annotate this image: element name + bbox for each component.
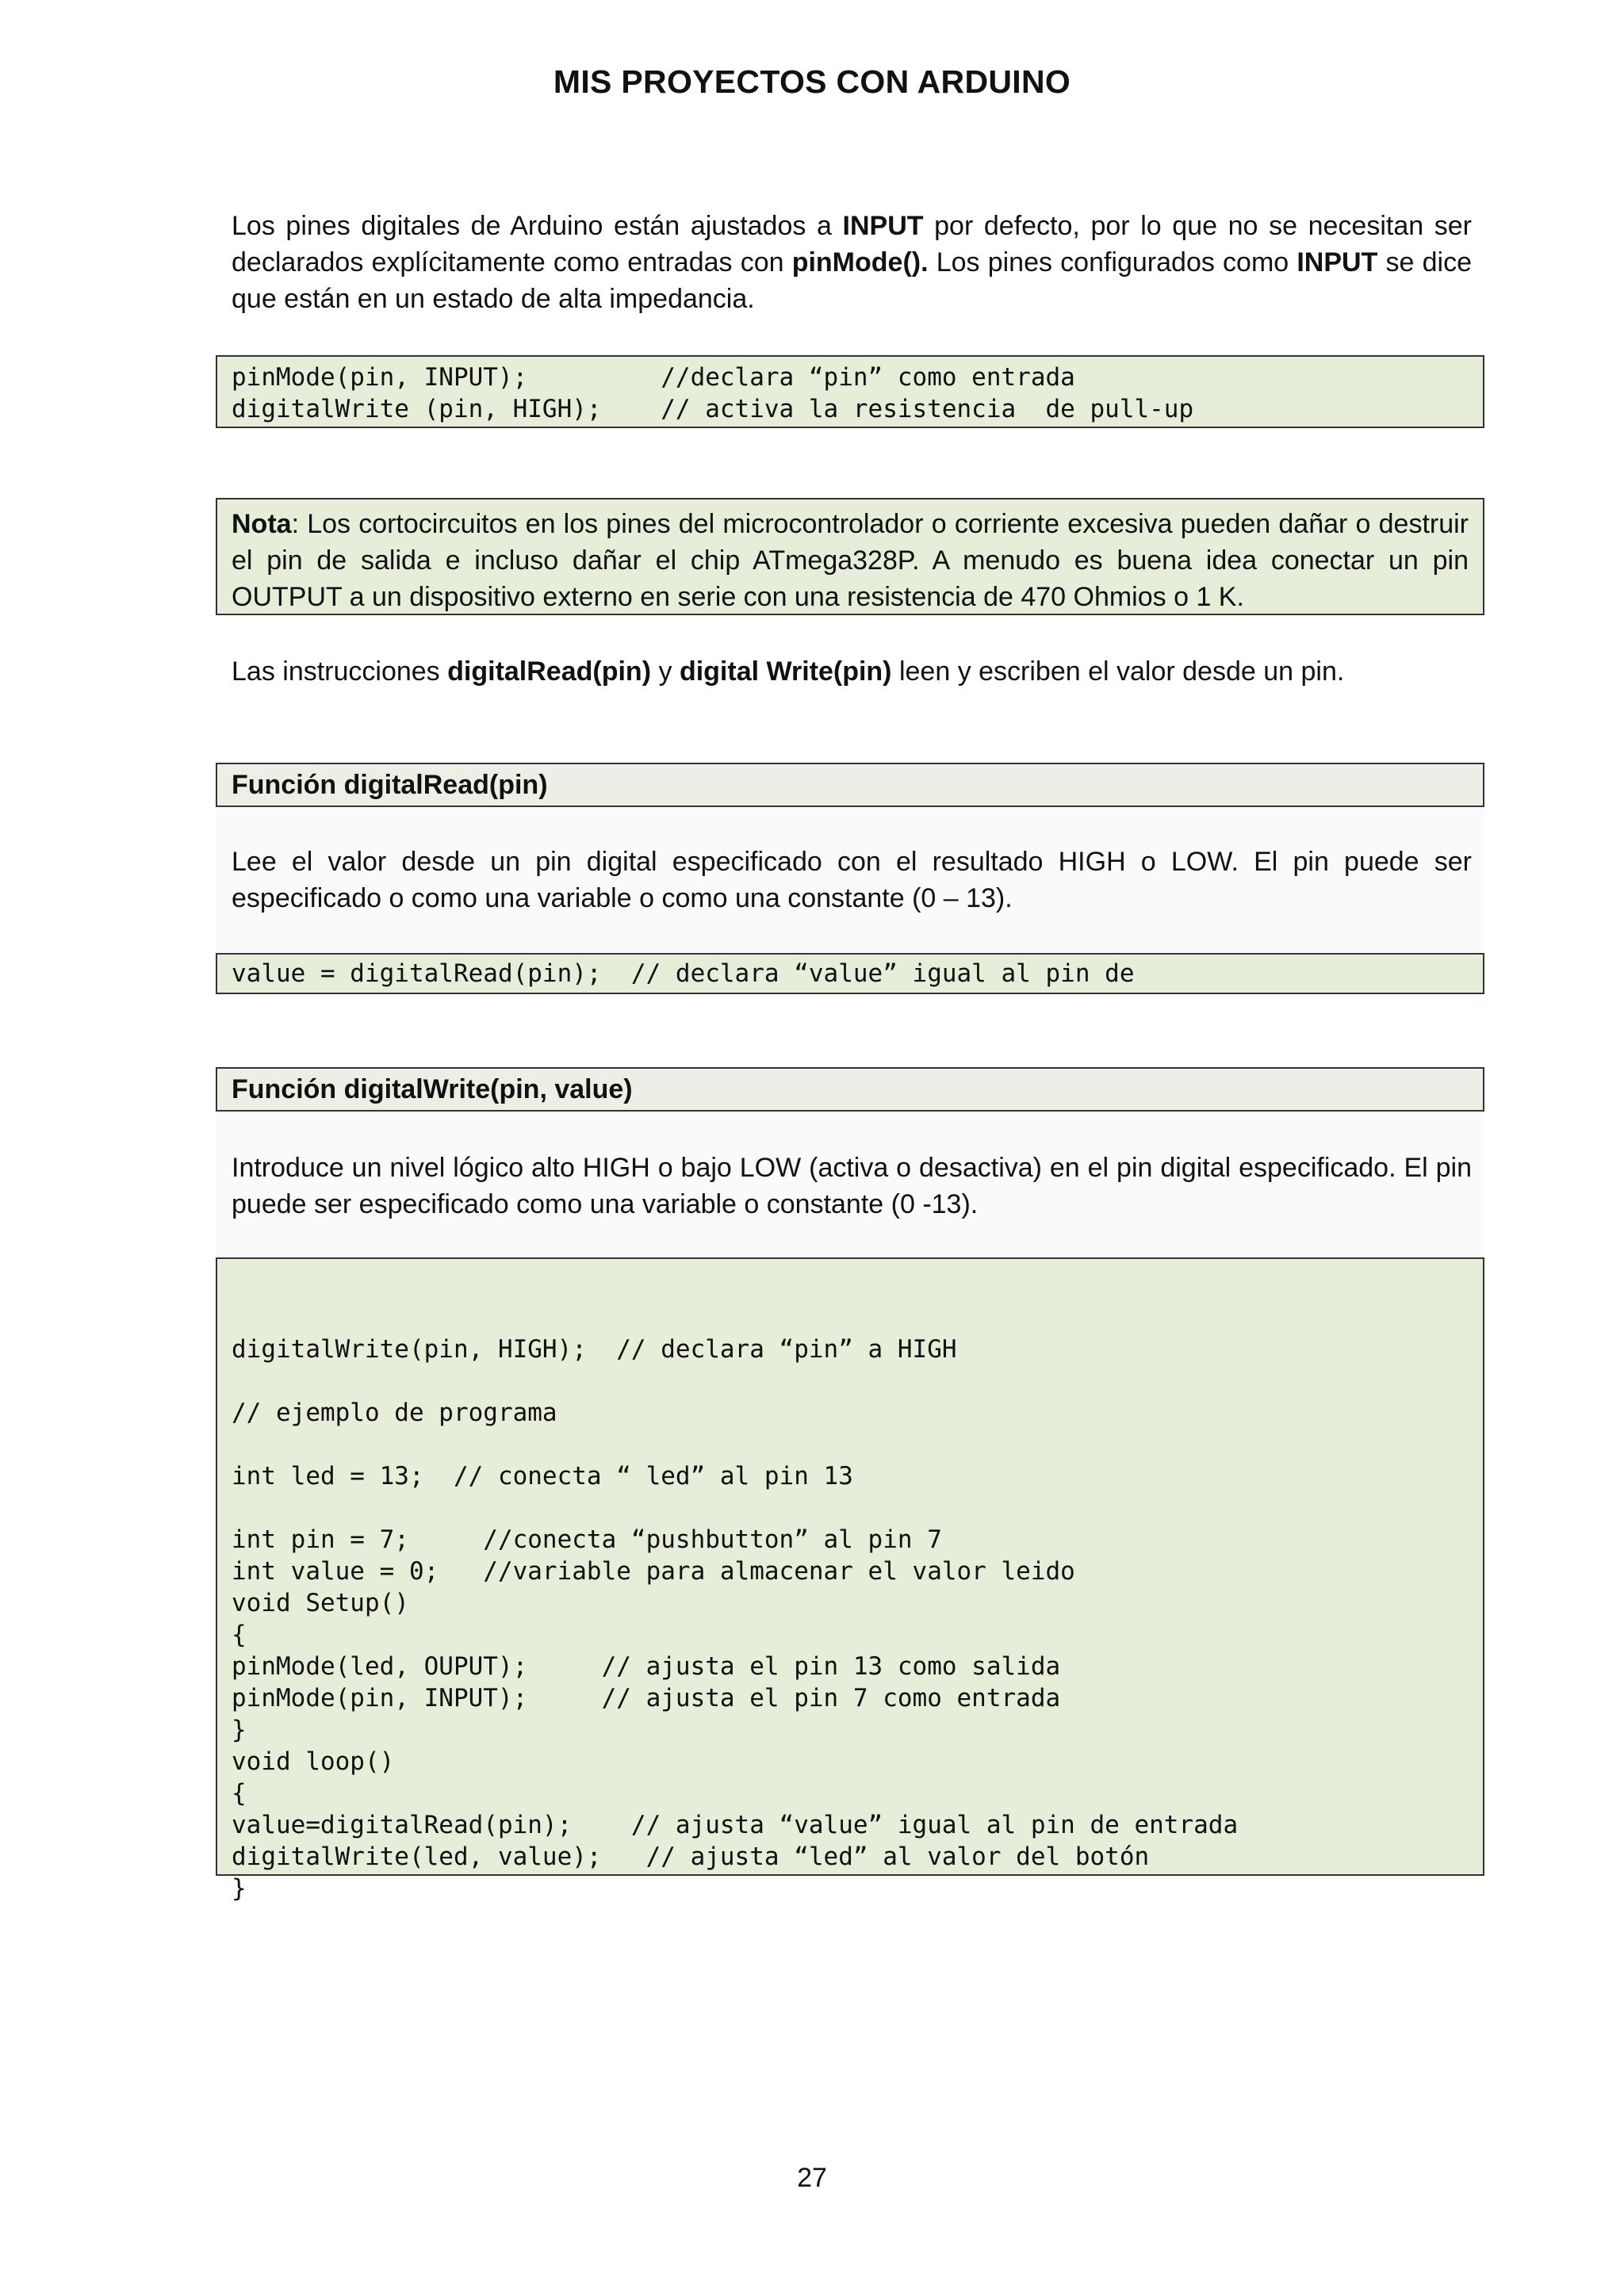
code-line: digitalWrite (pin, HIGH); // activa la resistencia de pull-up [232,395,1194,423]
instructions-text-1: Las instrucciones [232,656,448,687]
note-text: : Los cortocircuitos en los pines del microcontrolador o corriente excesiva pueden dañar o destruir el pin de salida e incluso dañar el chip ATmega328P. A menudo es buena idea conectar un pin OUTPUT a un dispositivo externo en serie con una resistencia de 470 Ohmios o 1 K. [232,509,1469,612]
code-line: pinMode(pin, INPUT); // ajusta el pin 7 como entrada [232,1684,1061,1712]
digitalread-description: Lee el valor desde un pin digital especificado con el resultado HIGH o LOW. El pin puede ser especificado o como una variable o como una constante (0 – 13). [232,847,1472,913]
code-line: // ejemplo de programa [232,1399,557,1427]
code-line: value = digitalRead(pin); // declara “value” igual al pin de [232,959,1135,988]
code-block-example-program [216,1257,1484,1903]
intro-bold-input-2: INPUT [1297,247,1378,277]
code-line: value=digitalRead(pin); // ajusta “value” igual al pin de entrada [232,1811,1239,1839]
code-line [232,1365,1483,1397]
instructions-text-3: leen y escriben el valor desde un pin. [891,656,1345,687]
code-line: pinMode(pin, INPUT); //declara “pin” como entrada [232,363,1075,392]
code-line: void Setup() [232,1589,409,1617]
code-line [232,1492,1483,1524]
code-line: { [232,1779,247,1808]
intro-text-4: se dice que están en un estado de alta impedancia. [232,247,1472,314]
instructions-text-2: y [651,656,680,687]
code-line: int pin = 7; //conecta “pushbutton” al pin 7 [232,1525,942,1554]
digitalwrite-description: Introduce un nivel lógico alto HIGH o bajo LOW (activa o desactiva) en el pin digital especificado. El pin puede ser especificado como una variable o constante (0 -13). [232,1153,1472,1219]
code-block-pinmode [216,355,1484,428]
intro-bold-pinmode: pinMode(). [791,247,929,277]
code-line [232,1429,1483,1460]
code-line: int led = 13; // conecta “ led” al pin 13 [232,1462,853,1490]
note-box [216,498,1484,615]
intro-bold-input-1: INPUT [842,211,924,241]
page-number: 27 [797,2163,827,2193]
code-line [232,1302,1483,1334]
intro-paragraph [232,208,1472,317]
code-line: pinMode(led, OUPUT); // ajusta el pin 13 como salida [232,1652,1061,1681]
code-line: } [232,1716,247,1744]
note-label: Nota [232,509,292,539]
code-line: digitalWrite(led, value); // ajusta “led” al valor del botón [232,1843,1150,1871]
intro-text-1: Los pines digitales de Arduino están ajustados a [232,211,843,241]
code-line: int value = 0; //variable para almacenar el valor leido [232,1557,1075,1586]
section-title-digitalwrite: Función digitalWrite(pin, value) [216,1067,1484,1112]
intro-text-3: Los pines configurados como [928,247,1297,277]
code-line: { [232,1621,247,1649]
section-title-digitalread: Función digitalRead(pin) [216,763,1484,807]
instructions-paragraph [232,653,1472,690]
code-line: digitalWrite(pin, HIGH); // declara “pin” a HIGH [232,1335,957,1364]
instructions-bold-digitalwrite: digital Write(pin) [679,656,892,687]
intro-text-2: por defecto, por lo que no se necesitan ser declarados explícitamente como entradas con [232,211,1472,277]
page-header-title: MIS PROYECTOS CON ARDUINO [553,63,1071,100]
code-line: void loop() [232,1747,395,1776]
code-line: } [232,1874,247,1903]
code-block-digitalread [216,953,1484,994]
instructions-bold-digitalread: digitalRead(pin) [447,656,652,687]
